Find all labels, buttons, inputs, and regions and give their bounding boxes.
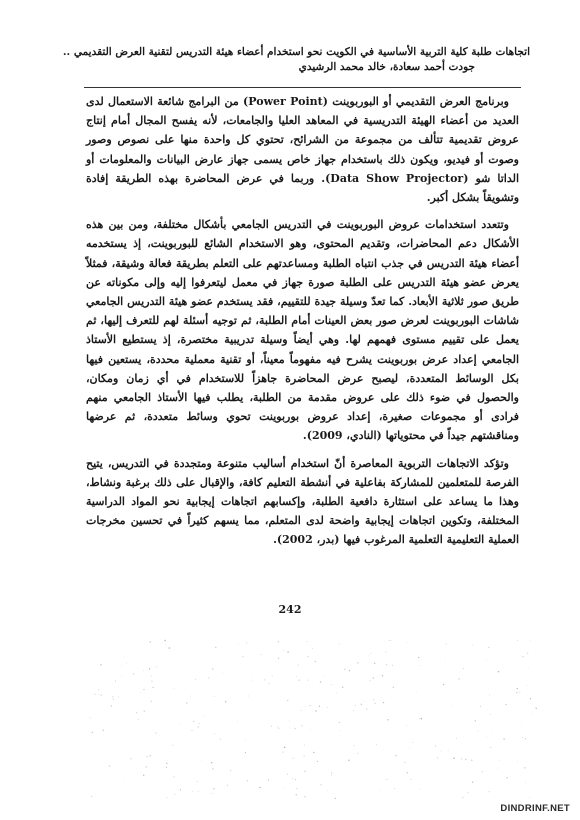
- header-rule: [84, 87, 521, 88]
- paragraph-1-text-c: . وربما في عرض المحاضرة بهذه الطريقة إفادة وتشويقاً بشكل أكبر.: [86, 171, 519, 205]
- paragraph-3-text: وتؤكد الاتجاهات التربوية المعاصرة أنّ استخدام أساليب متنوعة ومتجددة في التدريس، يتيح الفرصة للمتعلمين للمشاركة بفاعلية في أنشطة التعليم كافة، والإقبال على ذلك برغبة ونشاط، وهذا ما يساعد على استثارة دافعية الطلبة، وإكسابهم اتجاهات إيجابية نحو المواد الدراسية المختلفة، وتكوين اتجاهات إيجابية واضحة لدى المتعلم، مما يسهم كثيراً في تحسين مخرجات العملية التعليمية التعلمية المرغوب فيها (بدر، 2002).: [86, 456, 519, 547]
- paragraph-2-text: وتتعدد استخدامات عروض البوربوينت في التدريس الجامعي بأشكال مختلفة، ومن بين هذه الأشكال دعم المحاضرات، وتقديم المحتوى، وهو الاستخدام الشائع للبوربوينت، إذ يستخدمه أعضاء هيئة التدريس في جذب انتباه الطلبة ومساعدتهم على التعلم بطريقة فعالة وشيقة، فمثلاً يعرض عضو هيئة التدريس على الطلبة صورة جهاز في معمل ليتعرفوا إليه وإلى مكوناته عن طريق صور ثلاثية الأبعاد. كما تعدّ وسيلة جيدة للتقييم، فقد يستخدم عضو هيئة التدريس الجامعي شاشات البوربوينت لعرض صور بعض العينات أمام الطلبة، ثم توجيه أسئلة لهم للتعرف إليها، ثم يعمل على تقييم مستوى فهمهم لها. وهي أيضاً وسيلة تدريبية مختصرة، إذ يستطيع الأستاذ الجامعي إعداد عرض بوربوينت يشرح فيه مفهوماً معيناً، أو تقنية معملية محددة، يستعين فيها بكل الوسائط المتعددة، ليصبح عرض المحاضرة جاهزاً للاستخدام في أي زمان ومكان، والحصول في ضوء ذلك على عروض مقدمة من الطلبة، يطلب فيها الأستاذ الجامعي منهم فرادى أو مجموعات صغيرة، إعداد عروض بوربوينت تحوي وسائط متعددة، ثم عرضها ومناقشتهم جيداً في محتوياتها (النادي، 2009).: [86, 218, 519, 443]
- header-title: اتجاهات طلبة كلية التربية الأساسية في الكويت نحو استخدام أعضاء هيئة التدريس لتقنية العرض التقديمي ..: [62, 46, 530, 58]
- paragraph-1-latin-term-a: (Power Point): [243, 95, 328, 108]
- paragraph-1-text-b: من البرامج شائعة الاستعمال لدى العديد من أعضاء الهيئة التدريسية في المعاهد العليا والجامعات، لأنه يفسح المجال أمام إنتاج عروض تقديمية تتألف من مجموعة من الشرائح، تحتوي كل واحدة منها على نصوص وصور وصوت أو فيديو، ويكون ذلك باستخدام جهاز خاص يسمى جهاز عارض البيانات والمعلومات أو الداتا شو: [86, 95, 520, 185]
- paragraph-3: [86, 454, 519, 550]
- paragraph-1-text-a: وبرنامج العرض التقديمي أو البوربوينت: [327, 95, 509, 108]
- paragraph-1: [86, 92, 519, 207]
- body-text: [86, 92, 519, 550]
- watermark: DINDRINF.NET: [500, 803, 570, 814]
- page-number: 242: [278, 603, 302, 616]
- paragraph-1-latin-term-b: (Data Show Projector): [325, 171, 469, 185]
- header-authors: جودت أحمد سعادة، خالد محمد الرشيدي: [298, 61, 475, 73]
- running-header: [60, 45, 530, 75]
- paragraph-2: [86, 215, 519, 445]
